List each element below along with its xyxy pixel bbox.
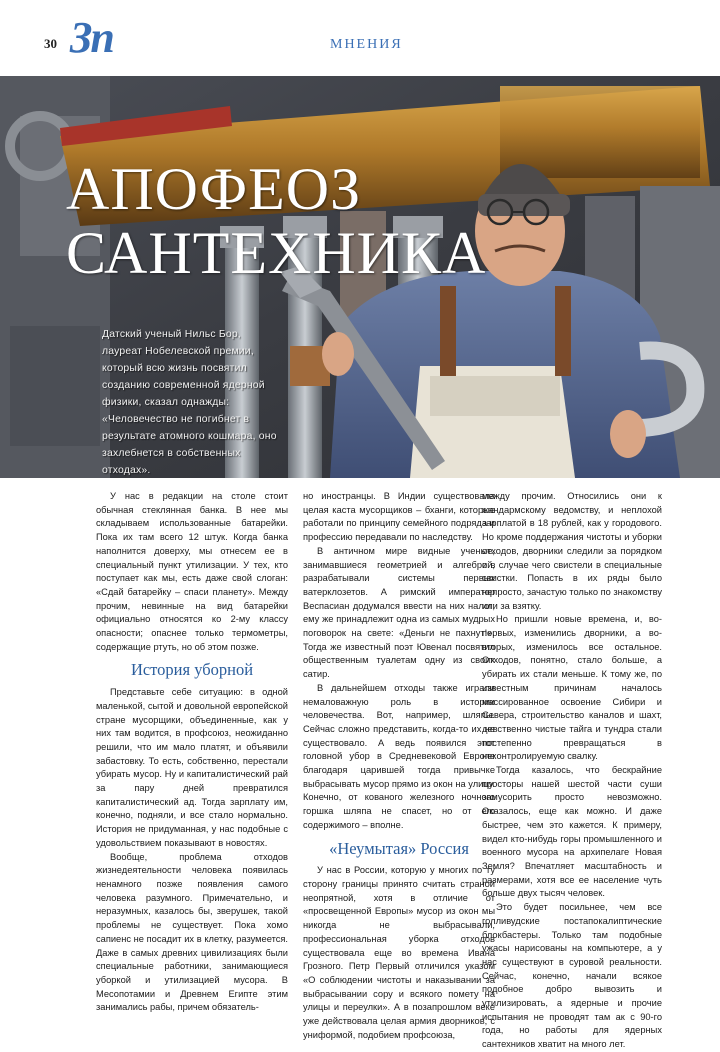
- paragraph: Это будет посильнее, чем все голливудские постапокалиптические блокбастеры. Только там подобные ужасы нарисованы на компьютере, а у нас существуют в суровой реальности. Сейчас, конечно, начали всякое подобное добро вывозить и утилизировать, а ядерные и прочие испытания не проводят там ак с 90-го года, но работы для ядерных сантехников хватит на много лет.: [482, 902, 662, 1050]
- article-column-1: [96, 490, 288, 1015]
- article-title-line2: САНТЕХНИКА: [66, 220, 487, 286]
- page-number: 30: [44, 36, 57, 51]
- paragraph: Тогда казалось, что бескрайние просторы нашей шестой части суши замусорить просто невозможно. Оказалось, еще как можно. И даже быстрее, чем это кажется. К примеру, видел кто-нибудь горы промышленного и военного мусора на архипелаге Новая Земля? Впечатляет масштабность и размерами, хотя все ее население чуть больше двух тысяч человек.: [482, 765, 662, 899]
- hero-photo: [0, 76, 720, 478]
- page-header: [0, 0, 720, 76]
- paragraph: Вообще, проблема отходов жизнедеятельности человека появилась ненамного позже появления самого человека разумного. Примечательно, и неразумных, казалось бы, зверушек, такой проблемы не существует. Пока хомо сапиенс не посадит их в клетку, разумеется. Даже в самых древних цивилизациях были специальные работники, занимающиеся уборкой и утилизацией мусора. В Месопотамии и Древнем Египте этим занимались рабы, причем обязатель-: [96, 851, 288, 1013]
- subheading-russia: «Неумытая» Россия: [329, 838, 469, 858]
- subheading-history: История уборной: [130, 660, 254, 680]
- paragraph: Но пришли новые времена, и, во-первых, изменились дворники, а во-вторых, изменилось все остальное. Отходов, понятно, стало больше, а убирать их стали меньше. К тому же, по известным причинам началось массированное освоение Сибири и Севера, строительство каналов и шахт, девственно чистые тайга и тундра стали постепенно превращаться в неконтролируемую свалку.: [482, 614, 662, 762]
- magazine-logo: Зп: [70, 13, 113, 62]
- paragraph: У нас в России, которую у многих по ту сторону границы принято считать страной неопрятной, хотя в отличие от «просвещенной Европы» мусор из окон мы никогда не выбрасывали, профессиональная уборка отходов существовала еще во времена Ивана Грозного. Петр Первый отличился указом «О соблюдении чистоты и наказывании за выбрасывании сору и всякого помету на улицы и переулки». А в позапрошлом веке уже действовала целая армия дворников, с униформой, подобием профсоюза,: [303, 865, 495, 1040]
- paragraph: между прочим. Относились они к жандармскому ведомству, и неплохой зарплатой в 18 рублей, как у городового. Но кроме поддержания чистоты и уборки отходов, дворники следили за порядком и в случае чего свистели в специальные свистки. Попасть в их ряды было непросто, зачастую только по знакомству или за взятку.: [482, 491, 662, 611]
- article-lead: Датский ученый Нильс Бор, лауреат Нобелевской премии, который всю жизнь посвятил созданию современной ядерной физики, сказал однажды: «Человечество не погибнет в результате атомного кошмара, оно захлебнется в собственных отходах».: [102, 329, 277, 476]
- section-title: МНЕНИЯ: [330, 37, 403, 52]
- article-title-line1: АПОФЕОЗ: [66, 156, 362, 222]
- paragraph: У нас в редакции на столе стоит обычная стеклянная банка. В нее мы складываем использованные батарейки. Пока их там всего 12 штук. Когда банка наполнится доверху, мы отнесем ее в специальный пункт утилизации. У тех, кто поступает как мы, есть даже свой слоган: «Сдай батарейку – спаси планету». Между прочим, невинные на вид батарейки официально относятся ко 2-му классу опасности; опаснее только термометры, содержащие ртуть, но об этом позже.: [96, 491, 288, 652]
- paragraph: В античном мире видные ученые, занимавшиеся геометрией и алгеброй, разрабатывали системы первых ватерклозетов. А римский император Веспасиан додумался ввести на них налог; ему же принадлежит одна из самых мудрых поговорок на свете: «Деньги не пахнут!». Тогда же известный поэт Ювенал посвятил общественным туалетам одну из своих сатир.: [303, 545, 495, 680]
- paragraph: но иностранцы. В Индии существовала целая каста мусорщиков – бханги, которые работали по принципу семейного подряда и профессию передавали по наследству.: [303, 491, 495, 543]
- article-column-3: [482, 490, 662, 1052]
- paragraph: В дальнейшем отходы также играли немаловажную роль в истории человечества. Вот, например, шляпы. Сейчас сложно представить, когда-то их не существовало. А ведь появился этот головной убор в Средневековой Европе благодаря царившей тогда привычке выбрасывать мусор прямо из окон на улицу. Конечно, от кованого железного ночного горшка шляпа не спасет, но от его содержимого – вполне.: [303, 682, 495, 830]
- article-column-2: [303, 490, 495, 1042]
- paragraph: Представьте себе ситуацию: в одной маленькой, сытой и довольной европейской стране мусорщики, объединенные, как у них там водится, в профсоюз, неожиданно решили, что им мало платят, и объявили забастовку. То есть, собственно, перестали убирать мусор. Ну и капиталистический рай за пару дней превратился капиталистический ад. Тогда зарплату им, конечно, подняли, и все стало нормально. История не придуманная, у нас подобные с удовольствием показывают в новостях.: [96, 687, 288, 848]
